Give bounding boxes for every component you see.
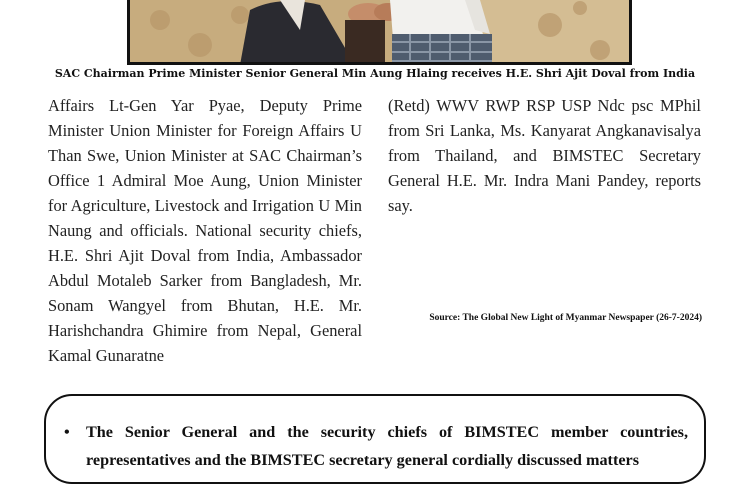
- highlight-text: The Senior General and the security chiefs of BIMSTEC member countries, representatives and the BIMSTEC secretary general cordially discussed matters: [86, 423, 688, 469]
- highlight-box: [44, 394, 706, 484]
- bullet-icon: •: [64, 423, 70, 441]
- highlight-bullet-item: [62, 418, 688, 474]
- article-column-left: Affairs Lt-Gen Yar Pyae, Deputy Prime Minister Union Minister for Foreign Affairs U Than Swe, Union Minister at SAC Chairman’s Office 1 Admiral Moe Aung, Union Minister for Agriculture, Livestock and Irrigation U Min Naung and officials. National security chiefs, H.E. Shri Ajit Doval from India, Ambassador Abdul Motaleb Sarker from Bangladesh, Mr. Sonam Wangyel from Bhutan, H.E. Mr. Harishchandra Ghimire from Nepal, General Kamal Gunaratne: [48, 96, 362, 365]
- photo-caption: SAC Chairman Prime Minister Senior General Min Aung Hlaing receives H.E. Shri Ajit Doval from India: [54, 67, 696, 80]
- news-photo: [127, 0, 632, 65]
- article-column-right: (Retd) WWV RWP RSP USP Ndc psc MPhil from Sri Lanka, Ms. Kanyarat Angkanavisalya from Thailand, and BIMSTEC Secretary General H.E. Mr. Indra Mani Pandey, reports say.: [388, 96, 701, 215]
- source-credit: Source: The Global New Light of Myanmar Newspaper (26-7-2024): [429, 313, 702, 323]
